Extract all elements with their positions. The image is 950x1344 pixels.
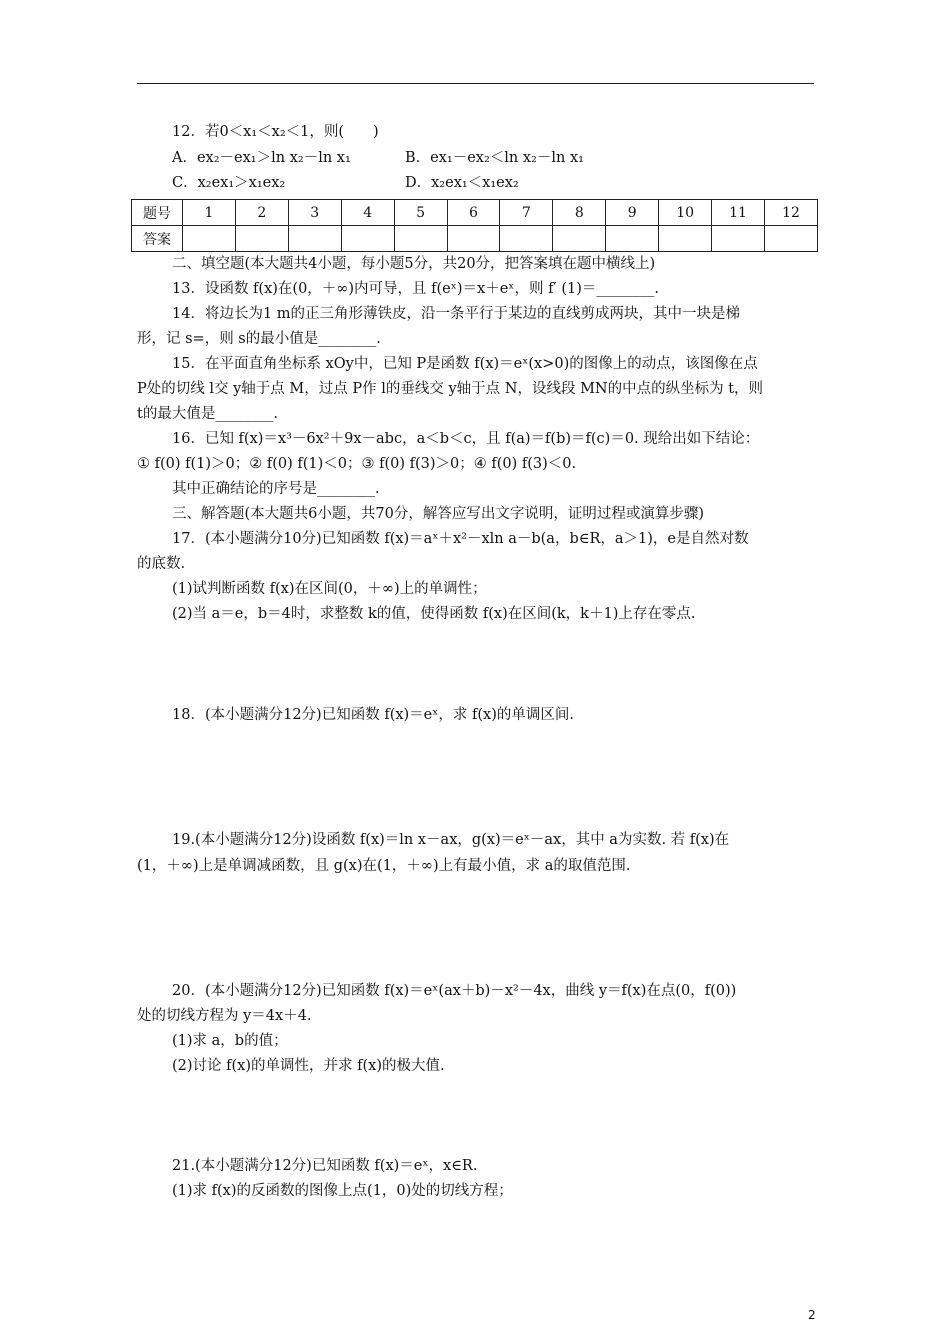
- question-20-part2: (2)讨论 f(x)的单调性，并求 f(x)的极大值.: [172, 1058, 445, 1074]
- question-13: 13．设函数 f(x)在(0，＋∞)内可导，且 f(eˣ)＝x＋eˣ，则 f′ (1)＝________.: [172, 281, 659, 297]
- question-19-line: 19.(本小题满分12分)设函数 f(x)＝ln x－ax，g(x)＝eˣ－ax，其中 a为实数. 若 f(x)在: [172, 832, 730, 848]
- question-number-cell: 7: [500, 200, 553, 226]
- answer-cell[interactable]: [764, 226, 817, 252]
- row-header: 答案: [132, 226, 183, 252]
- question-number-cell: 1: [183, 200, 236, 226]
- q12-option-a: A．ex₂－ex₁＞ln x₂－ln x₁: [172, 150, 351, 166]
- question-number-cell: 10: [659, 200, 712, 226]
- question-number-cell: 8: [553, 200, 606, 226]
- answer-cell[interactable]: [394, 226, 447, 252]
- question-number-cell: 9: [606, 200, 659, 226]
- question-17-line: 的底数.: [137, 556, 186, 572]
- answer-cell[interactable]: [447, 226, 500, 252]
- answer-cell[interactable]: [183, 226, 236, 252]
- answer-cell[interactable]: [288, 226, 341, 252]
- question-18: 18．(本小题满分12分)已知函数 f(x)＝eˣ，求 f(x)的单调区间.: [172, 707, 574, 723]
- question-number-cell: 12: [764, 200, 817, 226]
- page-number: 2: [808, 1308, 816, 1322]
- row-header: 题号: [132, 200, 183, 226]
- question-15-line: 15．在平面直角坐标系 xOy中，已知 P是函数 f(x)＝eˣ(x>0)的图像上的动点，该图像在点: [172, 356, 758, 372]
- section3-heading: 三、解答题(本大题共6小题，共70分，解答应写出文字说明，证明过程或演算步骤): [172, 506, 704, 522]
- question-16-line: 16．已知 f(x)＝x³－6x²＋9x－abc，a＜b＜c，且 f(a)＝f(b)＝f(c)＝0. 现给出如下结论：: [172, 431, 760, 447]
- question-19-line: (1，＋∞)上是单调减函数，且 g(x)在(1，＋∞)上有最小值，求 a的取值范围.: [137, 858, 631, 874]
- answer-row: [132, 226, 818, 252]
- question-number-cell: 6: [447, 200, 500, 226]
- answer-cell[interactable]: [659, 226, 712, 252]
- question-number-cell: 11: [712, 200, 765, 226]
- question-15-line: t的最大值是________.: [137, 406, 278, 422]
- header-rule: [137, 83, 814, 84]
- question-17-part1: (1)试判断函数 f(x)在区间(0，＋∞)上的单调性；: [172, 581, 487, 597]
- question-number-cell: 2: [235, 200, 288, 226]
- question-21-line: 21.(本小题满分12分)已知函数 f(x)＝eˣ，x∈R.: [172, 1158, 478, 1174]
- question-20-line: 20．(本小题满分12分)已知函数 f(x)＝eˣ(ax＋b)－x²－4x，曲线 y＝f(x)在点(0，f(0)): [172, 983, 737, 999]
- question-number-cell: 4: [341, 200, 394, 226]
- question-number-cell: 3: [288, 200, 341, 226]
- q12-option-c: C．x₂ex₁＞x₁ex₂: [172, 175, 286, 191]
- answer-cell[interactable]: [553, 226, 606, 252]
- question-number-row: [132, 200, 818, 226]
- question-16-line: 其中正确结论的序号是________.: [172, 481, 380, 497]
- answer-cell[interactable]: [500, 226, 553, 252]
- q12-stem: 12．若0＜x₁＜x₂＜1，则( ): [172, 124, 379, 140]
- section2-heading: 二、填空题(本大题共4小题，每小题5分，共20分，把答案填在题中横线上): [172, 256, 656, 272]
- question-17-part2: (2)当 a＝e，b＝4时，求整数 k的值，使得函数 f(x)在区间(k，k＋1)上存在零点.: [172, 606, 696, 622]
- answer-cell[interactable]: [606, 226, 659, 252]
- answer-table: [131, 199, 818, 252]
- answer-cell[interactable]: [235, 226, 288, 252]
- question-20-line: 处的切线方程为 y＝4x＋4.: [137, 1008, 312, 1024]
- q12-option-b: B．ex₁－ex₂＜ln x₂－ln x₁: [405, 150, 584, 166]
- q12-option-d: D．x₂ex₁＜x₁ex₂: [405, 175, 519, 191]
- question-16-line: ① f(0) f(1)＞0；② f(0) f(1)＜0；③ f(0) f(3)＞0；④ f(0) f(3)＜0.: [137, 456, 577, 472]
- question-15-line: P处的切线 l交 y轴于点 M，过点 P作 l的垂线交 y轴于点 N，设线段 MN的中点的纵坐标为 t，则: [137, 381, 764, 397]
- answer-cell[interactable]: [341, 226, 394, 252]
- question-17-line: 17．(本小题满分10分)已知函数 f(x)＝aˣ＋x²－xln a－b(a，b∈R，a＞1)，e是自然对数: [172, 531, 749, 547]
- question-20-part1: (1)求 a，b的值；: [172, 1033, 288, 1049]
- question-number-cell: 5: [394, 200, 447, 226]
- question-21-part1: (1)求 f(x)的反函数的图像上点(1，0)处的切线方程；: [172, 1183, 513, 1199]
- question-14-line: 形，记 s=，则 s的最小值是________.: [137, 331, 381, 347]
- question-14-line: 14．将边长为1 m的正三角形薄铁皮，沿一条平行于某边的直线剪成两块，其中一块是梯: [172, 306, 741, 322]
- answer-cell[interactable]: [712, 226, 765, 252]
